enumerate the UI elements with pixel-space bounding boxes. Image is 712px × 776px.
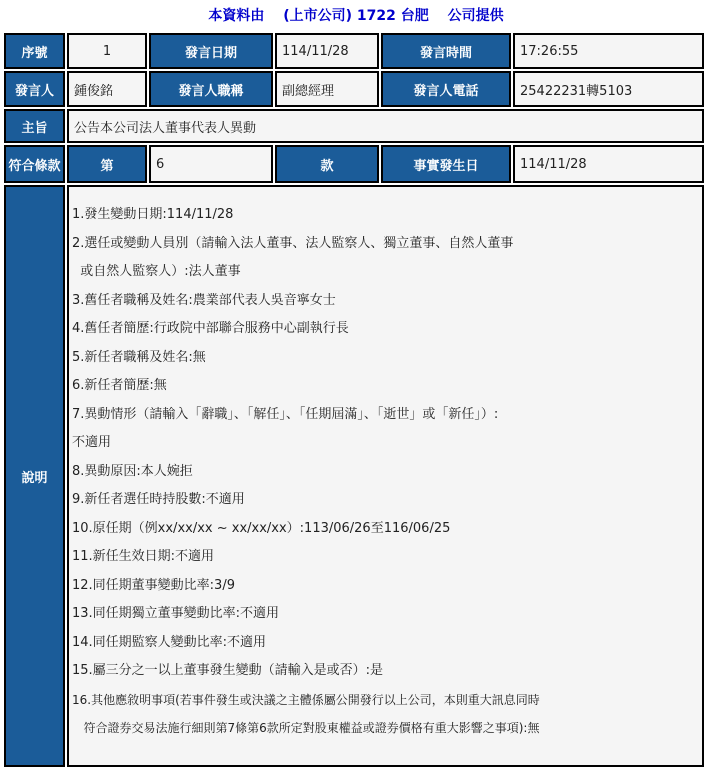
header-prefix: 本資料由 <box>208 8 265 24</box>
description-line: 1.發生變動日期:114/11/28 <box>72 207 234 222</box>
row-subject <box>4 109 704 143</box>
description-line: 7.異動情形（請輸入「辭職」、「解任」、「任期屆滿」、「逝世」或「新任」）: <box>72 406 499 422</box>
header-company: (上市公司) 1722 台肥 <box>283 8 429 24</box>
row-description <box>4 185 704 767</box>
description-line: 不適用 <box>72 435 112 450</box>
speaker-value: 鍾俊銘 <box>67 71 147 107</box>
speaker-label: 發言人 <box>4 71 65 107</box>
description-line: 8.異動原因:本人婉拒 <box>72 463 193 479</box>
description-line: 2.選任或變動人員別（請輸入法人董事、法人監察人、獨立董事、自然人董事 <box>72 235 514 251</box>
seq-value: 1 <box>67 33 147 69</box>
speak-date-value: 114/11/28 <box>275 33 379 69</box>
description-line: 13.同任期獨立董事變動比率:不適用 <box>72 606 280 621</box>
speaker-title-value: 副總經理 <box>275 71 379 107</box>
description-line: 11.新任生效日期:不適用 <box>72 549 215 564</box>
description-line: 符合證券交易法施行細則第7條第6款所定對股東權益或證券價格有重大影響之事項):無 <box>72 721 540 735</box>
description-line: 9.新任者選任時持股數:不適用 <box>72 492 245 507</box>
speak-time-value: 17:26:55 <box>513 33 704 69</box>
subject-label: 主旨 <box>4 109 65 143</box>
seq-label: 序號 <box>4 33 65 69</box>
description-line: 5.新任者職稱及姓名:無 <box>72 349 206 365</box>
row-speaker <box>4 71 704 107</box>
description-line: 4.舊任者簡歷:行政院中部聯合服務中心副執行長 <box>72 321 349 336</box>
description-line: 16.其他應敘明事項(若事件發生或決議之主體係屬公開發行以上公司，本則重大訊息同時 <box>72 692 540 707</box>
speaker-phone-value: 25422231轉5103 <box>513 71 704 107</box>
description-line: 14.同任期監察人變動比率:不適用 <box>72 634 267 650</box>
subject-value: 公告本公司法人董事代表人異動 <box>67 109 704 143</box>
description-label: 說明 <box>4 185 65 767</box>
clause-article-label: 第 <box>67 145 147 183</box>
speaker-phone-label: 發言人電話 <box>381 71 511 107</box>
description-lines <box>72 201 699 743</box>
clause-item-label: 款 <box>275 145 379 183</box>
row-clause <box>4 145 704 183</box>
clause-label: 符合條款 <box>4 145 65 183</box>
speak-date-label: 發言日期 <box>149 33 273 69</box>
description-line: 6.新任者簡歷:無 <box>72 378 167 393</box>
description-line: 15.屬三分之一以上董事發生變動（請輸入是或否）:是 <box>72 663 384 678</box>
announcement-table <box>2 31 706 769</box>
row-sequence <box>4 33 704 69</box>
description-cell <box>67 185 704 767</box>
description-line: 3.舊任者職稱及姓名:農業部代表人吳音寧女士 <box>72 292 336 308</box>
description-line: 或自然人監察人）:法人董事 <box>72 264 241 279</box>
page-header <box>0 0 712 31</box>
speak-time-label: 發言時間 <box>381 33 511 69</box>
clause-article-value: 6 <box>149 145 273 183</box>
description-line: 12.同任期董事變動比率:3/9 <box>72 577 235 593</box>
fact-date-value: 114/11/28 <box>513 145 704 183</box>
fact-date-label: 事實發生日 <box>381 145 511 183</box>
speaker-title-label: 發言人職稱 <box>149 71 273 107</box>
description-line: 10.原任期（例xx/xx/xx ~ xx/xx/xx）:113/06/26至116/06/25 <box>72 520 451 536</box>
header-suffix: 公司提供 <box>447 8 504 24</box>
